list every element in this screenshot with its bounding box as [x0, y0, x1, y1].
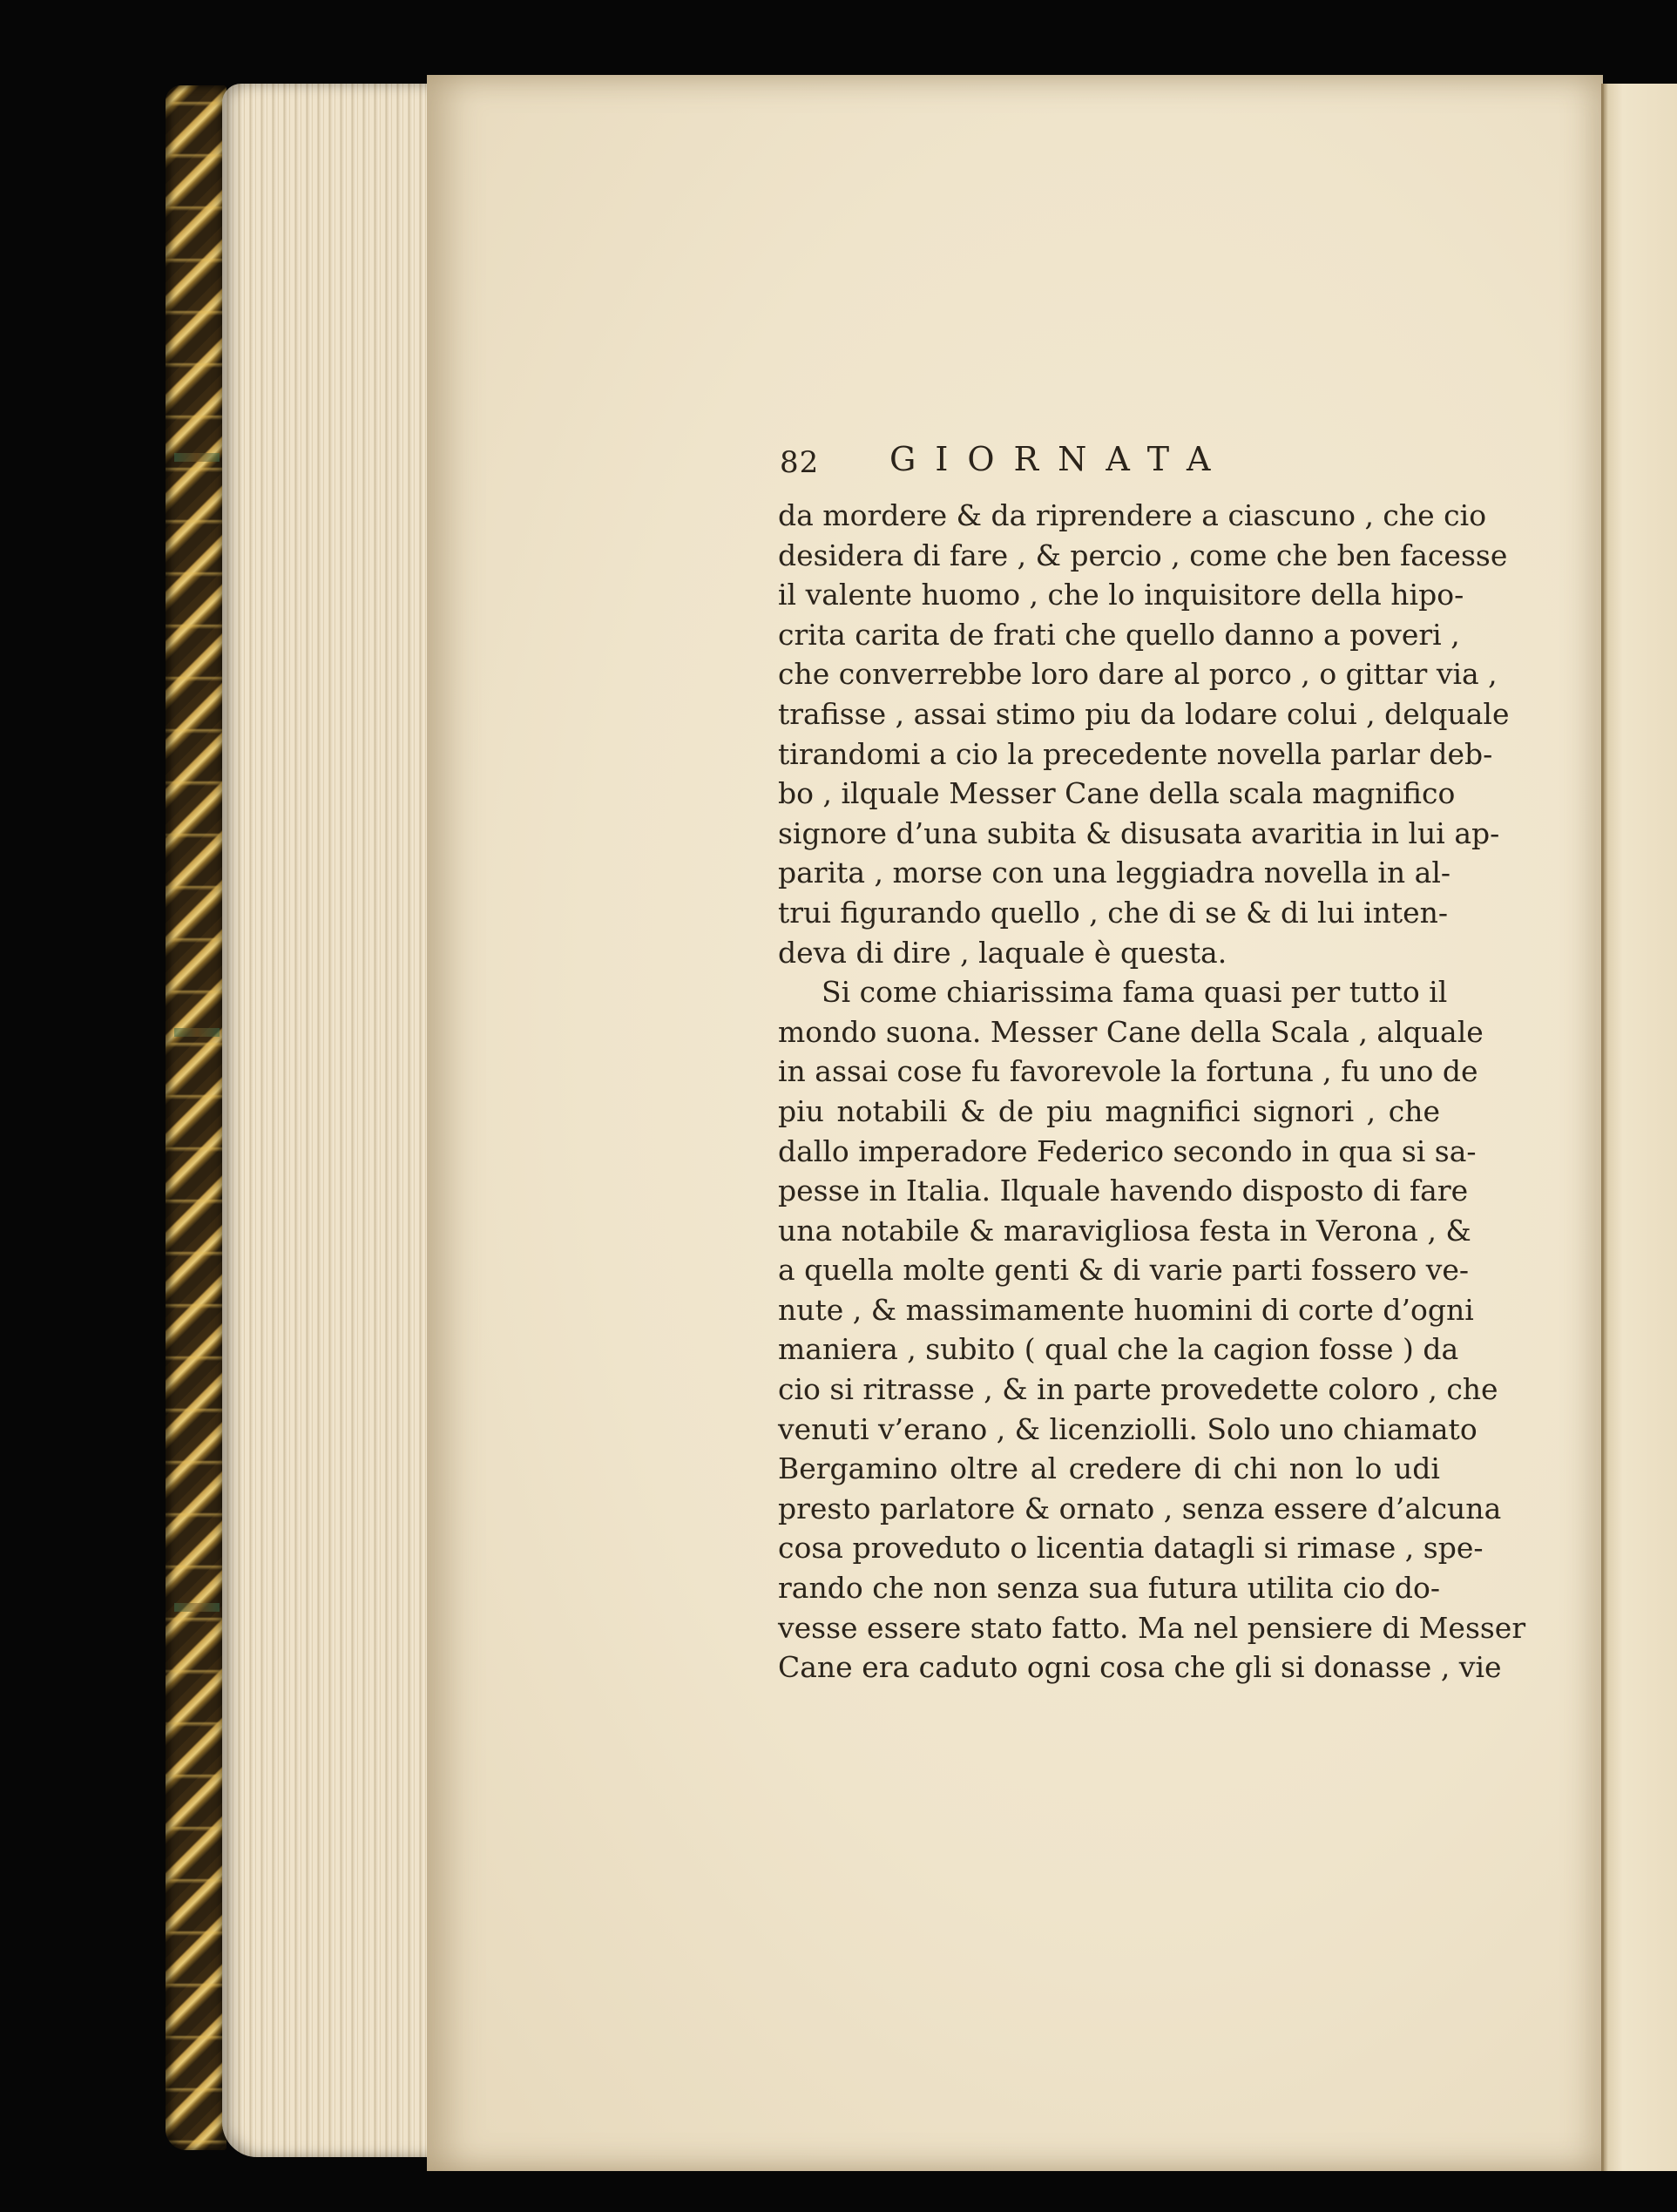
spine-band: [174, 1603, 220, 1612]
text-block: [778, 440, 1526, 1688]
text-line: desidera di fare , & percio , come che ben facesse: [778, 538, 1508, 572]
text-line: il valente huomo , che lo inquisitore della hipo-: [778, 578, 1464, 612]
text-line: cosa proveduto o licentia datagli si rimase , spe-: [778, 1531, 1484, 1566]
text-line: a quella molte genti & di varie parti fossero ve-: [778, 1253, 1470, 1288]
text-line: tirandomi a cio la precedente novella parlar deb-: [778, 736, 1493, 771]
text-line: presto parlatore & ornato , senza essere d’alcuna: [778, 1491, 1502, 1525]
text-line: mondo suona. Messer Cane della Scala , alquale: [778, 1014, 1484, 1049]
text-line: parita , morse con una leggiadra novella in al-: [778, 856, 1451, 890]
text-line: signore d’una subita & disusata avaritia in lui ap-: [778, 815, 1500, 850]
text-line: maniera , subito ( qual che la cagion fosse ) da: [778, 1332, 1459, 1367]
running-head-title: GIORNATA: [889, 440, 1230, 478]
next-leaf: [1601, 84, 1677, 2171]
text-line: deva di dire , laquale è questa.: [778, 935, 1227, 970]
page-number: 82: [780, 445, 820, 480]
text-line: vesse essere stato fatto. Ma nel pensiere di Messer: [778, 1610, 1526, 1645]
text-line: una notabile & maravigliosa festa in Verona , &: [778, 1213, 1471, 1248]
next-leaf-shadow: [1601, 84, 1608, 2171]
text-line: che converrebbe loro dare al porco , o gittar via ,: [778, 657, 1498, 692]
text-line: da mordere & da riprendere a ciascuno , che cio: [778, 498, 1487, 532]
page-edges-stack: [222, 84, 440, 2157]
text-line: Cane era caduto ogni cosa che gli si donasse , vie: [778, 1650, 1502, 1685]
text-line: crita carita de frati che quello danno a poveri ,: [778, 617, 1460, 652]
text-line: piu notabili & de piu magnifici signori , che: [778, 1093, 1440, 1128]
text-line: Bergamino oltre al credere di chi non lo udi: [778, 1451, 1440, 1486]
text-line: in assai cose fu favorevole la fortuna , fu uno de: [778, 1054, 1478, 1089]
text-line: bo , ilquale Messer Cane della scala magnifico: [778, 776, 1456, 811]
text-line: trafisse , assai stimo piu da lodare colui , delquale: [778, 696, 1510, 731]
text-line: trui figurando quello , che di se & di lui inten-: [778, 895, 1449, 930]
text-line: dallo imperadore Federico secondo in qua si sa-: [778, 1133, 1477, 1168]
text-line: venuti v’erano , & licenziolli. Solo uno chiamato: [778, 1411, 1478, 1446]
spine-band: [174, 1028, 220, 1037]
spine-band: [174, 453, 220, 462]
text-line: Si come chiarissima fama quasi per tutto il: [822, 975, 1448, 1010]
text-line: nute , & massimamente huomini di corte d’ogni: [778, 1292, 1474, 1327]
running-head: [778, 440, 1440, 494]
gilt-spine: [166, 85, 227, 2150]
text-line: pesse in Italia. Ilquale havendo disposto di fare: [778, 1174, 1469, 1208]
text-line: rando che non senza sua futura utilita cio do-: [778, 1571, 1440, 1606]
text-line: cio si ritrasse , & in parte provedette coloro , che: [778, 1372, 1498, 1407]
